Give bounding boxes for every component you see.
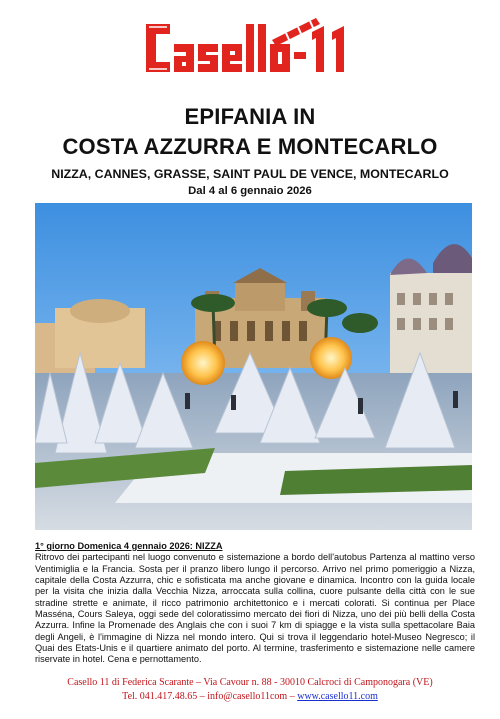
logo-graphic — [140, 14, 365, 84]
destinations-subtitle: NIZZA, CANNES, GRASSE, SAINT PAUL DE VENCE, MONTECARLO — [51, 167, 449, 181]
footer-contacts — [0, 691, 500, 702]
footer-phone-email: Tel. 041.417.48.65 – info@casello11com – — [122, 691, 298, 702]
trip-dates: Dal 4 al 6 gennaio 2026 — [188, 185, 312, 197]
title-line-1: EPIFANIA IN — [184, 104, 316, 129]
casello11-logo — [140, 14, 365, 84]
itinerary-day-1 — [35, 541, 475, 666]
footer-address: Casello 11 di Federica Scarante – Via Cavour n. 88 - 30010 Calcroci di Camponogara (VE) — [67, 677, 433, 688]
title-line-2: COSTA AZZURRA E MONTECARLO — [62, 134, 438, 159]
day-1-description: Ritrovo dei partecipanti nel luogo convenuto e sistemazione a bordo dell'autobus Partenza al mattino verso Ventimiglia e la Francia. Sosta per il pranzo libero lungo il percorso. Arrivo nel primo pomeriggio a Nizza, capitale della Costa Azzurra, chic e sofisticata ma anche giovane e dinamica. Incontro con la guida locale per la visita che inizia dalla Vecchia Nizza, arroccata sulla collina, cuore pulsante della città con le sue stradine strette e animate, il ricco patrimonio architettonico e i mercati colorati. Si continua per Place Masséna, Cours Saleya, oggi sede del coloratissimo mercato dei fiori di Nizza, uno dei più belli della Costa Azzurra. Infine la Promenade des Anglais che con i suoi 7 km di spiagge e la vista sulla spettacolare Baia degli Angeli, è l'immagine di Nizza nel mondo intero. Qui si trova il leggendario hotel-Museo Negresco; il Quai des Etats-Unis e il quartiere animato del porto. Al termine, trasferimento e sistemazione nelle camere riservate in hotel. Cena e pernottamento. — [35, 552, 475, 665]
photo-casino-montecarlo — [35, 203, 472, 530]
day-1-title: 1° giorno Domenica 4 gennaio 2026: NIZZA — [35, 541, 223, 551]
website-link[interactable]: www.casello11.com — [297, 691, 378, 702]
